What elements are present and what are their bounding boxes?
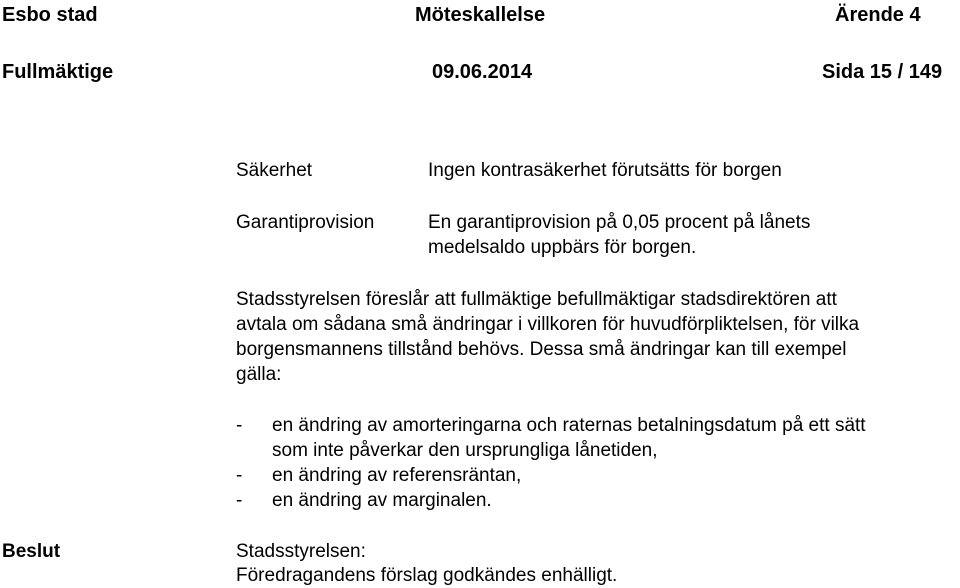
header-doc-type: Möteskallelse [415, 4, 546, 26]
header-body: Fullmäktige [2, 61, 114, 83]
list-item-2: en ändring av referensräntan, [272, 465, 522, 486]
header-page: Sida 15 / 149 [822, 61, 943, 83]
header-item: Ärende 4 [835, 4, 921, 26]
proposal-line-2: avtala om sådana små ändringar i villkoren för huvudförpliktelsen, för vilka [236, 314, 860, 335]
decision-label: Beslut [2, 541, 61, 562]
list-item-1-line-1: en ändring av amorteringarna och raternas betalningsdatum på ett sätt [272, 415, 866, 436]
term-value-garantiprovision-line-2: medelsaldo uppbärs för borgen. [428, 237, 697, 258]
proposal-line-3: borgensmannens tillstånd behövs. Dessa små ändringar kan till exempel [236, 339, 847, 360]
proposal-line-1: Stadsstyrelsen föreslår att fullmäktige befullmäktigar stadsdirektören att [236, 289, 837, 310]
header-date: 09.06.2014 [432, 61, 533, 83]
decision-line-1: Stadsstyrelsen: [236, 541, 366, 562]
list-bullet: - [236, 415, 243, 436]
header-org: Esbo stad [2, 4, 98, 26]
list-item-3: en ändring av marginalen. [272, 490, 492, 511]
proposal-line-4: gälla: [236, 364, 282, 385]
list-bullet: - [236, 490, 243, 511]
list-item-1-line-2: som inte påverkar den ursprungliga lånetiden, [272, 440, 658, 461]
term-value-sakerhet: Ingen kontrasäkerhet förutsätts för borgen [428, 160, 782, 181]
decision-line-2: Föredragandens förslag godkändes enhälligt. [236, 565, 618, 586]
term-label-sakerhet: Säkerhet [236, 160, 313, 181]
term-label-garantiprovision: Garantiprovision [236, 212, 375, 233]
term-value-garantiprovision-line-1: En garantiprovision på 0,05 procent på lånets [428, 212, 811, 233]
list-bullet: - [236, 465, 243, 486]
